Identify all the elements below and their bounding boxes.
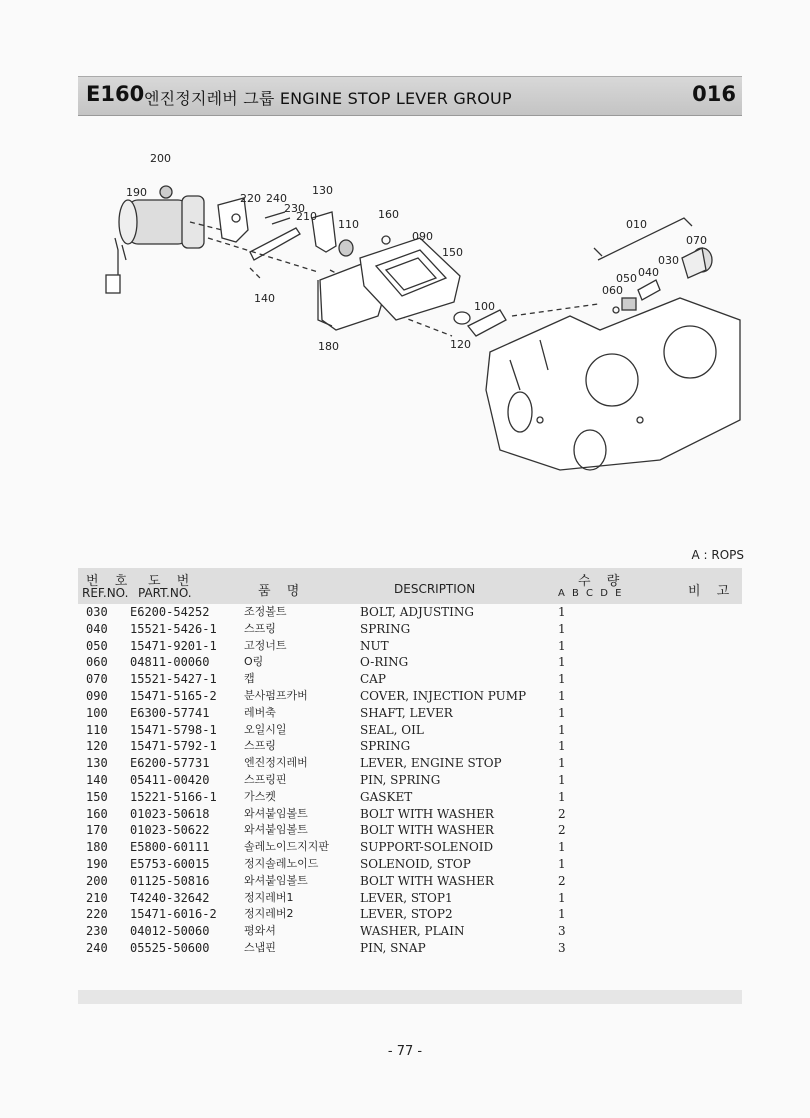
table-row	[78, 906, 742, 923]
engine-block	[486, 298, 740, 470]
part-no: 04811-00060	[130, 655, 210, 670]
description: SPRING	[360, 621, 411, 636]
table-row	[78, 839, 742, 856]
part-no: 15221-5166-1	[130, 789, 217, 804]
quantity: 1	[558, 638, 566, 653]
description: PIN, SNAP	[360, 940, 426, 955]
part-no: E6200-54252	[130, 605, 210, 619]
callout-060: 060	[602, 284, 623, 297]
name-kor: 엔진정지레버	[244, 756, 308, 770]
name-kor: 정지레버2	[244, 907, 294, 921]
table-row	[78, 621, 742, 638]
ref-no: 100	[86, 705, 108, 720]
description: BOLT WITH WASHER	[360, 873, 494, 888]
part-no: E5800-60111	[130, 840, 210, 855]
header-name-kor: 품 명	[258, 584, 306, 599]
callout-010: 010	[626, 218, 647, 231]
name-kor: 와셔붙임볼트	[244, 823, 308, 837]
name-kor: 캡	[244, 672, 255, 686]
ref-no: 030	[86, 605, 108, 619]
quantity: 1	[558, 688, 566, 703]
quantity: 1	[558, 705, 566, 720]
ref-no: 230	[86, 924, 108, 939]
part-no: 05411-00420	[130, 772, 210, 787]
ref-no: 060	[86, 655, 108, 670]
quantity: 1	[558, 605, 566, 619]
description: PIN, SPRING	[360, 772, 441, 787]
ref-no: 220	[86, 907, 108, 922]
quantity: 1	[558, 672, 566, 687]
name-kor: 와셔붙임볼트	[244, 806, 308, 820]
description: SHAFT, LEVER	[360, 705, 453, 720]
table-row	[78, 638, 742, 655]
group-header-banner	[78, 76, 742, 116]
parts-table-body	[78, 604, 742, 957]
description: LEVER, STOP1	[360, 890, 453, 905]
header-ref-eng: REF.NO.	[82, 586, 129, 600]
table-row	[78, 923, 742, 940]
solenoid-part	[106, 186, 204, 293]
callout-070: 070	[686, 234, 707, 247]
name-kor: 와셔붙임볼트	[244, 873, 308, 887]
ref-no: 090	[86, 688, 108, 703]
table-row	[78, 604, 742, 621]
table-row	[78, 856, 742, 873]
description: COVER, INJECTION PUMP	[360, 688, 527, 703]
part-no: 15471-5165-2	[130, 688, 217, 703]
name-kor: 스프링	[244, 621, 276, 635]
page-number: - 77 -	[387, 1044, 423, 1059]
group-code: E160	[86, 82, 145, 106]
description: GASKET	[360, 789, 413, 804]
part-no: 01023-50618	[130, 806, 210, 821]
ref-no: 130	[86, 756, 108, 771]
quantity: 1	[558, 655, 566, 670]
ref-no: 240	[86, 940, 108, 955]
description: O-RING	[360, 655, 409, 670]
table-row	[78, 654, 742, 671]
quantity: 1	[558, 840, 566, 855]
name-kor: 정지레버1	[244, 890, 294, 904]
quantity: 1	[558, 856, 566, 871]
part-no: 04012-50060	[130, 924, 210, 939]
table-row	[78, 738, 742, 755]
header-description: DESCRIPTION	[394, 582, 476, 596]
table-row	[78, 688, 742, 705]
table-row	[78, 940, 742, 957]
description: CAP	[360, 672, 386, 687]
name-kor: 스냅핀	[244, 940, 276, 954]
part-no: E5753-60015	[130, 856, 210, 871]
callout-040: 040	[638, 266, 659, 279]
group-title: 엔진정지레버 그룹 ENGINE STOP LEVER GROUP	[144, 89, 512, 108]
quantity: 2	[558, 806, 566, 821]
callout-240: 240	[266, 192, 287, 205]
description: LEVER, ENGINE STOP	[360, 756, 502, 771]
header-ref-kor: 번 호	[86, 574, 134, 589]
table-row	[78, 772, 742, 789]
header-remark-kor: 비 고	[688, 584, 736, 599]
header-qty-kor: 수 량	[578, 574, 626, 589]
table-row	[78, 822, 742, 839]
ref-no: 200	[86, 873, 108, 888]
callout-200: 200	[150, 152, 171, 165]
footer-bar	[78, 990, 742, 1004]
part-no: 15471-5798-1	[130, 722, 217, 737]
callout-110: 110	[338, 218, 359, 231]
description: BOLT WITH WASHER	[360, 823, 494, 838]
description: SEAL, OIL	[360, 722, 424, 737]
name-kor: 정지솔레노이드	[244, 856, 319, 870]
name-kor: O링	[244, 655, 264, 669]
quantity: 3	[558, 940, 566, 955]
name-kor: 스프링	[244, 739, 276, 753]
name-kor: 레버축	[244, 705, 276, 719]
callout-220: 220	[240, 192, 261, 205]
table-row	[78, 671, 742, 688]
callout-030: 030	[658, 254, 679, 267]
description: NUT	[360, 638, 389, 653]
name-kor: 가스켓	[244, 789, 276, 803]
part-no: 01125-50816	[130, 873, 210, 888]
callout-160: 160	[378, 208, 399, 221]
description: SUPPORT-SOLENOID	[360, 840, 494, 855]
ref-no: 070	[86, 672, 108, 687]
part-no: 01023-50622	[130, 823, 210, 838]
part-no: 15521-5426-1	[130, 621, 217, 636]
ref-no: 140	[86, 772, 108, 787]
quantity: 1	[558, 756, 566, 771]
table-row	[78, 705, 742, 722]
callout-120: 120	[450, 338, 471, 351]
table-row	[78, 890, 742, 907]
ref-no: 190	[86, 856, 108, 871]
header-qty-cols: A B C D E	[558, 588, 622, 599]
table-row	[78, 806, 742, 823]
callout-210: 210	[296, 210, 317, 223]
name-kor: 평와셔	[244, 924, 276, 938]
callout-230: 230	[284, 202, 305, 215]
table-row	[78, 789, 742, 806]
part-no: 05525-50600	[130, 940, 210, 955]
table-row	[78, 873, 742, 890]
part-no: E6300-57741	[130, 705, 210, 720]
quantity: 1	[558, 621, 566, 636]
table-row	[78, 755, 742, 772]
name-kor: 솔레노이드지지판	[244, 840, 330, 854]
header-part-eng: PART.NO.	[138, 586, 192, 600]
description: LEVER, STOP2	[360, 907, 453, 922]
table-header	[78, 568, 742, 604]
part-no: 15471-6016-2	[130, 907, 217, 922]
callout-150: 150	[442, 246, 463, 259]
part-no: T4240-32642	[130, 890, 210, 905]
ref-no: 150	[86, 789, 108, 804]
quantity: 1	[558, 907, 566, 922]
quantity: 1	[558, 772, 566, 787]
description: BOLT WITH WASHER	[360, 806, 494, 821]
callout-130: 130	[312, 184, 333, 197]
callout-180: 180	[318, 340, 339, 353]
ref-no: 160	[86, 806, 108, 821]
name-kor: 오일시일	[244, 722, 287, 736]
quantity: 2	[558, 873, 566, 888]
quantity: 2	[558, 823, 566, 838]
ref-no: 050	[86, 638, 108, 653]
description: WASHER, PLAIN	[360, 924, 465, 939]
quantity: 1	[558, 890, 566, 905]
ref-no: 120	[86, 739, 108, 754]
quantity: 1	[558, 722, 566, 737]
table-row	[78, 722, 742, 739]
name-kor: 조정볼트	[244, 605, 287, 618]
part-no: 15471-9201-1	[130, 638, 217, 653]
ref-no: 040	[86, 621, 108, 636]
name-kor: 스프링핀	[244, 772, 287, 786]
legend-rops: A : ROPS	[691, 548, 744, 562]
ref-no: 110	[86, 722, 108, 737]
description: BOLT, ADJUSTING	[360, 605, 474, 619]
ref-no: 210	[86, 890, 108, 905]
callout-090: 090	[412, 230, 433, 243]
description: SOLENOID, STOP	[360, 856, 471, 871]
header-part-kor: 도 번	[148, 574, 196, 589]
ref-no: 170	[86, 823, 108, 838]
part-no: 15521-5427-1	[130, 672, 217, 687]
name-kor: 분사펌프카버	[244, 688, 308, 702]
callout-140: 140	[254, 292, 275, 305]
ref-no: 180	[86, 840, 108, 855]
name-kor: 고정너트	[244, 638, 287, 652]
description: SPRING	[360, 739, 411, 754]
part-no: E6200-57731	[130, 756, 210, 771]
callout-190: 190	[126, 186, 147, 199]
exploded-parts-diagram	[0, 120, 810, 480]
part-no: 15471-5792-1	[130, 739, 217, 754]
quantity: 1	[558, 739, 566, 754]
quantity: 1	[558, 789, 566, 804]
page-code: 016	[692, 82, 736, 106]
callout-100: 100	[474, 300, 495, 313]
callout-050: 050	[616, 272, 637, 285]
quantity: 3	[558, 924, 566, 939]
